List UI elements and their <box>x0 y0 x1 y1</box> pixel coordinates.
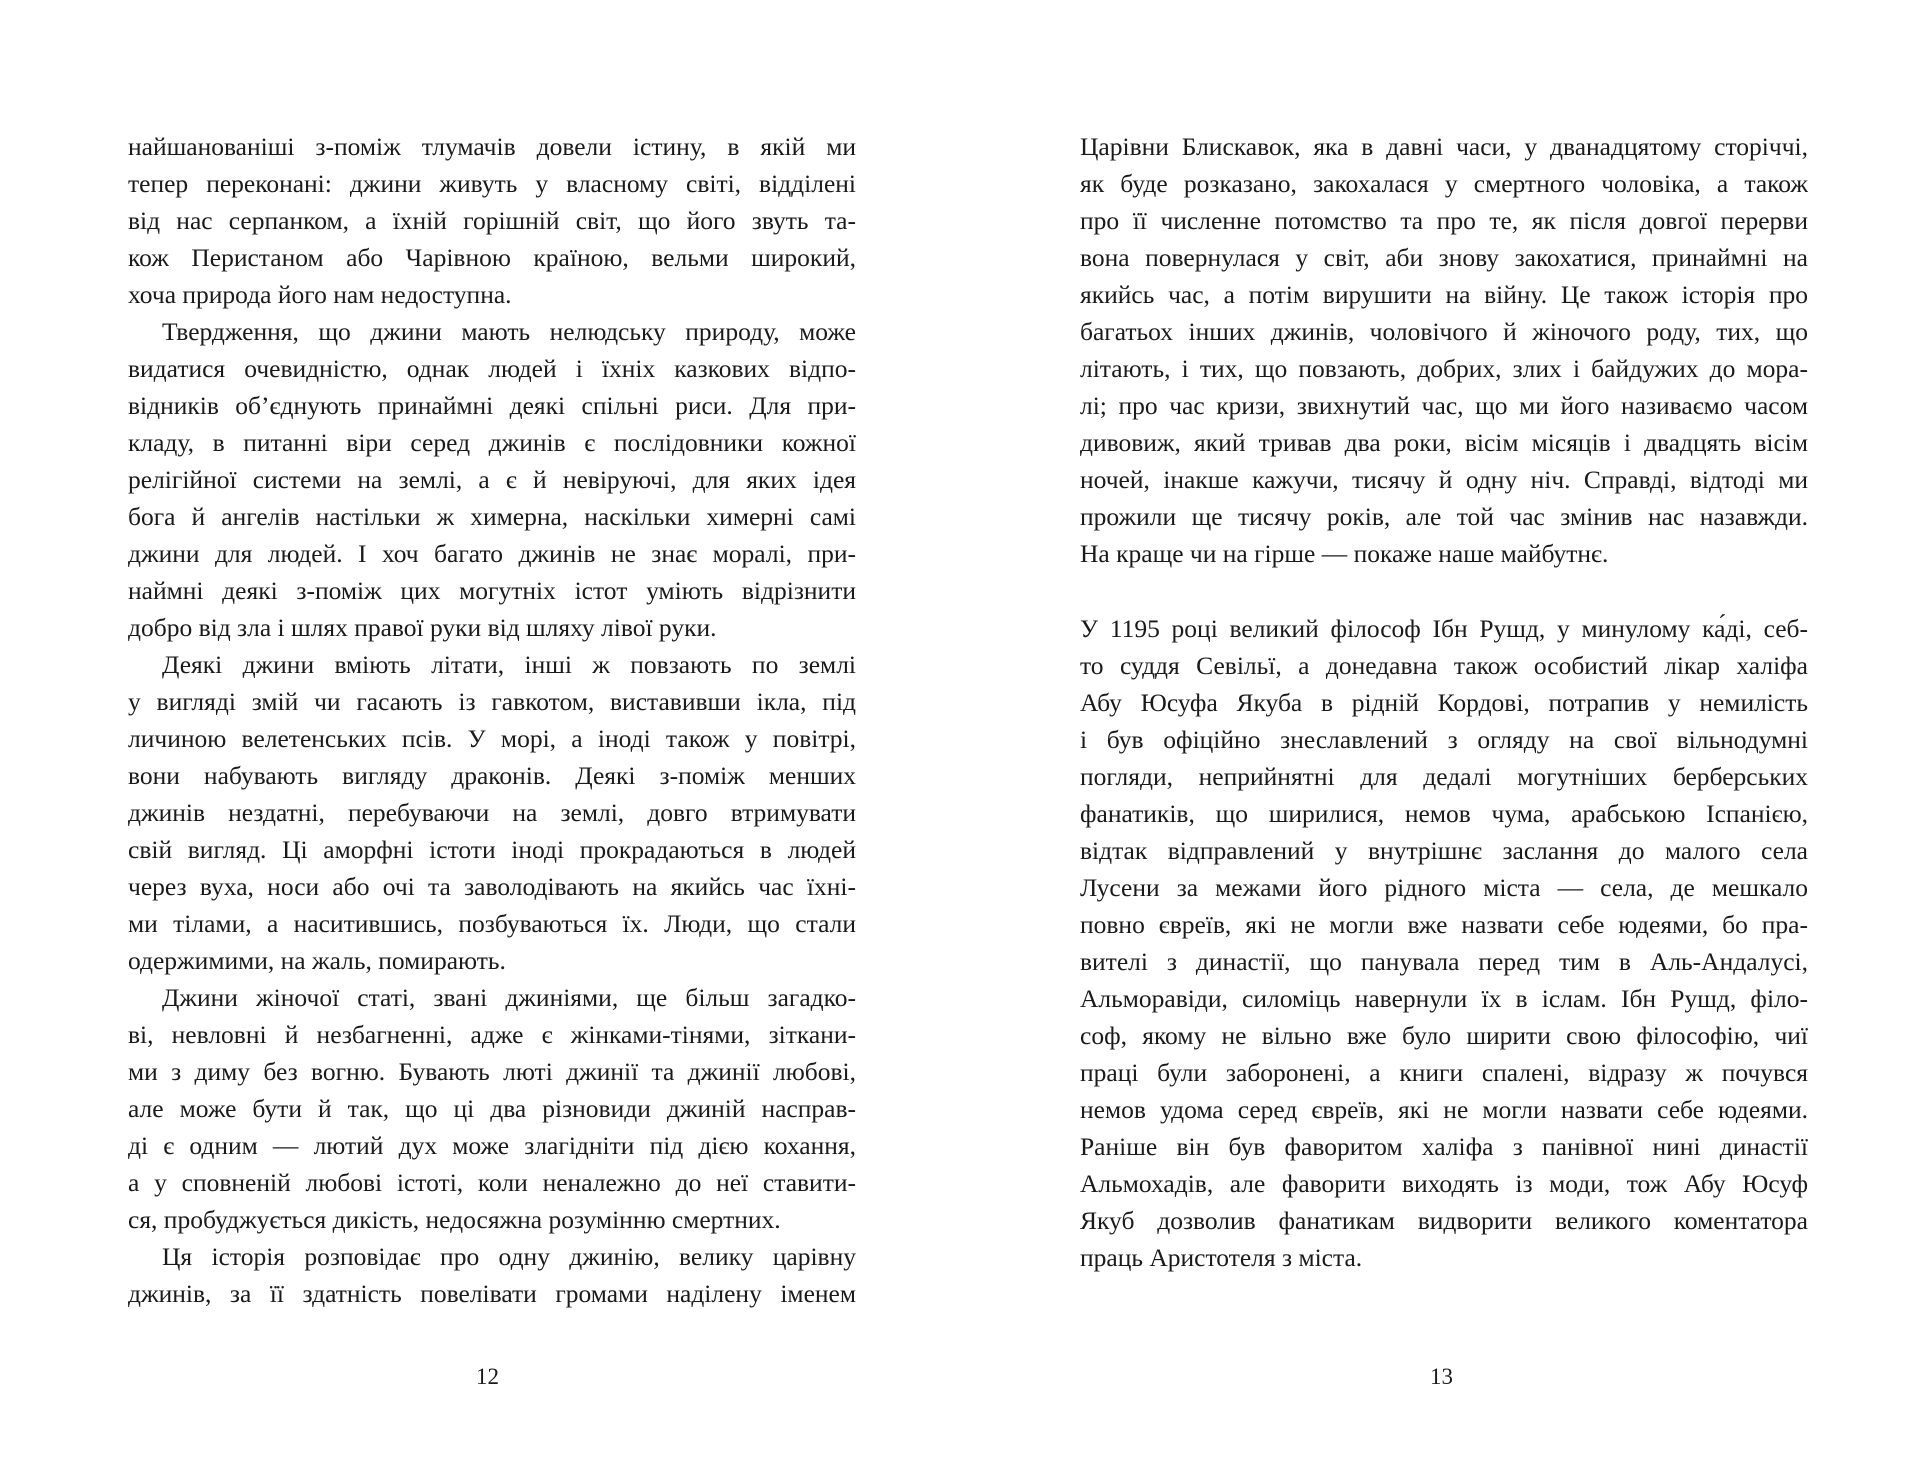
text-line: Твердження, що джини мають нелюдську природу, може <box>162 317 856 346</box>
text-line: у вигляді змій чи гасають із гавкотом, виставивши ікла, під <box>128 687 856 716</box>
text-line: і був офіційно знеславлений з огляду на свої вільнодумні <box>1080 725 1808 754</box>
text-line: бога й ангелів настільки ж химерна, наскільки химерні самі <box>128 502 856 531</box>
text-line: хоча природа його нам недоступна. <box>128 280 512 309</box>
text-line: ночей, інакше кажучи, тисячу й одну ніч. Справді, відтоді ми <box>1080 465 1808 494</box>
text-line: Альмохадів, але фаворити виходять із моди, тож Абу Юсуф <box>1080 1169 1808 1198</box>
text-line: відтак відправлений у внутрішнє заслання до малого села <box>1080 836 1808 865</box>
text-line: личиною велетенських псів. У морі, а іноді також у повітрі, <box>128 724 856 753</box>
text-line: погляди, неприйнятні для дедалі могутніших берберських <box>1080 762 1808 791</box>
text-line: одержимими, на жаль, помирають. <box>128 946 506 975</box>
right-page-section-2 <box>1080 610 1808 1276</box>
text-line: Раніше він був фаворитом халіфа з панівної нині династії <box>1080 1132 1808 1161</box>
text-line: про її численне потомство та про те, як після довгої перерви <box>1080 206 1808 235</box>
right-page-text <box>1080 128 1808 1276</box>
text-line: через вуха, носи або очі та заволодівають на якийсь час їхні- <box>128 872 856 901</box>
text-line: праці були заборонені, а книги спалені, відразу ж почувся <box>1080 1058 1808 1087</box>
text-line: а у сповненій любові істоті, коли неналежно до неї ставити- <box>128 1168 856 1197</box>
text-line: соф, якому не вільно вже було ширити свою філософію, чиї <box>1080 1021 1808 1050</box>
text-line: то суддя Севільї, а донедавна також особистий лікар халіфа <box>1080 651 1808 680</box>
right-page-section-1 <box>1080 128 1808 572</box>
text-line: повно євреїв, які не могли вже назвати себе юдеями, бо пра- <box>1080 910 1808 939</box>
text-line: ді є одним — лютий дух може злагідніти під дією кохання, <box>128 1131 856 1160</box>
text-line: лі; про час кризи, звихнутий час, що ми його називаємо часом <box>1080 391 1808 420</box>
text-line: тепер переконані: джини живуть у власному світі, відділені <box>128 169 856 198</box>
text-line: Абу Юсуфа Якуба в рідній Кордові, потрапив у немилість <box>1080 688 1808 717</box>
text-line: Ця історія розповідає про одну джинію, велику царівну <box>162 1242 856 1271</box>
text-line: Альморавіди, силоміць навернули їх в іслам. Ібн Рушд, філо- <box>1080 984 1808 1013</box>
text-line: ві, невловні й незбагненні, адже є жінками-тінями, зіткани- <box>128 1020 856 1049</box>
text-line: ся, пробуджується дикість, недосяжна розумінню смертних. <box>128 1205 781 1234</box>
text-line: як буде розказано, закохалася у смертного чоловіка, а також <box>1080 169 1808 198</box>
text-line: релігійної системи на землі, а є й невіруючі, для яких ідея <box>128 465 856 494</box>
text-line: Джини жіночої статі, звані джиніями, ще більш загадко- <box>162 983 856 1012</box>
text-line: найшанованіші з-поміж тлумачів довели істину, в якій ми <box>128 132 856 161</box>
text-line: дивовиж, який тривав два роки, вісім місяців і двадцять вісім <box>1080 428 1808 457</box>
text-line: Лусени за межами його рідного міста — села, де мешкало <box>1080 873 1808 902</box>
right-page-number: 13 <box>1430 1364 1453 1389</box>
text-line: фанатиків, що ширилися, немов чума, арабською Іспанією, <box>1080 799 1808 828</box>
right-page <box>960 0 1920 1477</box>
text-line: На краще чи на гірше — покаже наше майбутнє. <box>1080 539 1609 568</box>
left-page-number: 12 <box>476 1364 499 1389</box>
text-line: але може бути й так, що ці два різновиди джиній насправ- <box>128 1094 856 1123</box>
text-line: Якуб дозволив фанатикам видворити великого коментатора <box>1080 1206 1808 1235</box>
text-line: відників об’єднують принаймні деякі спільні риси. Для при- <box>128 391 856 420</box>
text-line: вителі з династії, що панувала перед тим в Аль-Андалусі, <box>1080 947 1808 976</box>
left-page-text <box>128 128 856 1312</box>
text-line: ми з диму без вогню. Бувають люті джинії та джинії любові, <box>128 1057 856 1086</box>
text-line: ми тілами, а наситившись, позбуваються їх. Люди, що стали <box>128 909 856 938</box>
text-line: вони набувають вигляду драконів. Деякі з-поміж менших <box>128 761 856 790</box>
text-line: літають, і тих, що повзають, добрих, злих і байдужих до мора- <box>1080 354 1808 383</box>
text-line: прожили ще тисячу років, але той час змінив нас назавжди. <box>1080 502 1808 531</box>
text-line: вона повернулася у світ, аби знову закохатися, принаймні на <box>1080 243 1808 272</box>
text-line: добро від зла і шлях правої руки від шляху лівої руки. <box>128 613 717 642</box>
text-line: джинів нездатні, перебуваючи на землі, довго втримувати <box>128 798 856 827</box>
text-line: багатьох інших джинів, чоловічого й жіночого роду, тих, що <box>1080 317 1808 346</box>
text-line: У 1195 році великий філософ Ібн Рушд, у минулому ка́ді, себ- <box>1080 614 1808 643</box>
text-line: кож Перистаном або Чарівною країною, вельми широкий, <box>128 243 856 272</box>
text-line: від нас серпанком, а їхній горішній світ, що його звуть та- <box>128 206 856 235</box>
text-line: праць Аристотеля з міста. <box>1080 1243 1363 1272</box>
text-line: якийсь час, а потім вирушити на війну. Це також історія про <box>1080 280 1808 309</box>
text-line: Деякі джини вміють літати, інші ж повзають по землі <box>162 650 856 679</box>
text-line: немов удома серед євреїв, які не могли назвати себе юдеями. <box>1080 1095 1808 1124</box>
text-line: наймні деякі з-поміж цих могутніх істот уміють відрізнити <box>128 576 856 605</box>
text-line: свій вигляд. Ці аморфні істоти іноді прокрадаються в людей <box>128 835 856 864</box>
text-line: джини для людей. І хоч багато джинів не знає моралі, при- <box>128 539 856 568</box>
section-break <box>1080 572 1808 610</box>
text-line: видатися очевидністю, однак людей і їхніх казкових відпо- <box>128 354 856 383</box>
text-line: Царівни Блискавок, яка в давні часи, у дванадцятому сторіччі, <box>1080 132 1808 161</box>
text-line: кладу, в питанні віри серед джинів є послідовники кожної <box>128 428 856 457</box>
text-line: джинів, за її здатність повелівати громами наділену іменем <box>128 1279 856 1308</box>
